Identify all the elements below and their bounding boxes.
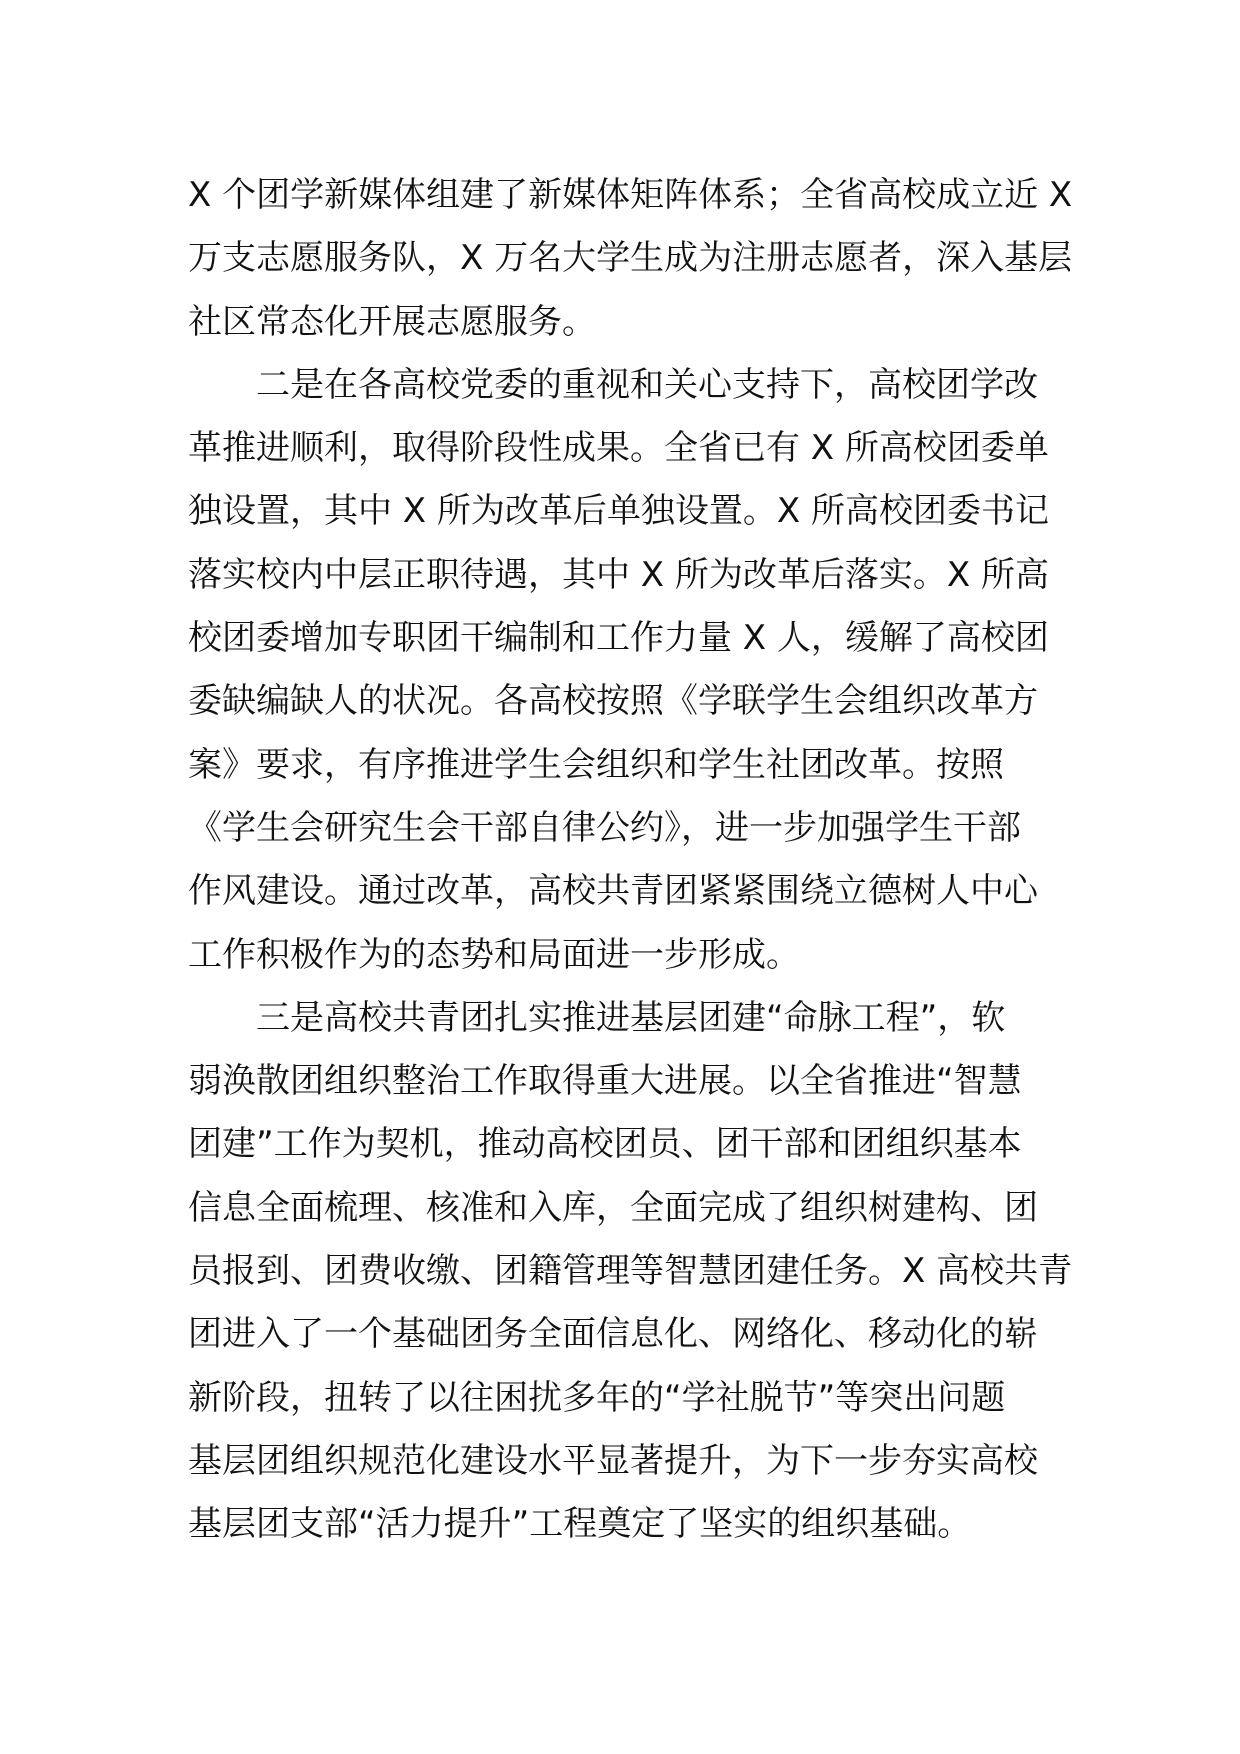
text-line: 独设置，其中 X 所为改革后单独设置。X 所高校团委书记 — [188, 491, 1050, 532]
text-line: 信息全面梳理、核准和入库，全面完成了组织树建构、团 — [188, 1187, 1038, 1228]
text-line: 基层团组织规范化建设水平显著提升，为下一步夯实高校 — [188, 1440, 1038, 1481]
text-line: 三是高校共青团扎实推进基层团建“命脉工程”，软 — [256, 997, 1006, 1038]
text-line: 委缺编缺人的状况。各高校按照《学联学生会组织改革方 — [188, 681, 1038, 722]
paragraph-2 — [188, 354, 1060, 987]
text-line: 团建”工作为契机，推动高校团员、团干部和团组织基本 — [188, 1124, 1022, 1165]
text-line: 弱涣散团组织整治工作取得重大进展。以全省推进“智慧 — [188, 1061, 1022, 1102]
document-body — [188, 164, 1073, 1557]
text-line: 革推进顺利，取得阶段性成果。全省已有 X 所高校团委单 — [188, 428, 1049, 469]
paragraph-3 — [188, 987, 1073, 1557]
text-line: 案》要求，有序推进学生会组织和学生社团改革。按照 — [188, 744, 1004, 785]
text-line: 基层团支部“活力提升”工程奠定了坚实的组织基础。 — [188, 1504, 972, 1545]
text-line: 二是在各高校党委的重视和关心支持下，高校团学改 — [256, 364, 1038, 405]
paragraph-1 — [188, 164, 1073, 354]
text-line: 团进入了一个基础团务全面信息化、网络化、移动化的崭 — [188, 1314, 1038, 1355]
text-line: 工作积极作为的态势和局面进一步形成。 — [188, 934, 800, 975]
text-line: 落实校内中层正职待遇，其中 X 所为改革后落实。X 所高 — [188, 554, 1050, 595]
text-line: 《学生会研究生会干部自律公约》，进一步加强学生干部 — [188, 807, 1021, 848]
text-line: X 个团学新媒体组建了新媒体矩阵体系；全省高校成立近 X — [188, 175, 1073, 215]
text-line: 万支志愿服务队，X 万名大学生成为注册志愿者，深入基层 — [188, 238, 1073, 279]
text-line: 社区常态化开展志愿服务。 — [188, 301, 596, 342]
text-line: 校团委增加专职团干编制和工作力量 X 人，缓解了高校团 — [188, 618, 1049, 659]
text-line: 员报到、团费收缴、团籍管理等智慧团建任务。X 高校共青 — [188, 1251, 1073, 1292]
text-line: 新阶段，扭转了以往困扰多年的“学社脱节”等突出问题 — [188, 1377, 1006, 1418]
text-line: 作风建设。通过改革，高校共青团紧紧围绕立德树人中心 — [188, 871, 1038, 912]
